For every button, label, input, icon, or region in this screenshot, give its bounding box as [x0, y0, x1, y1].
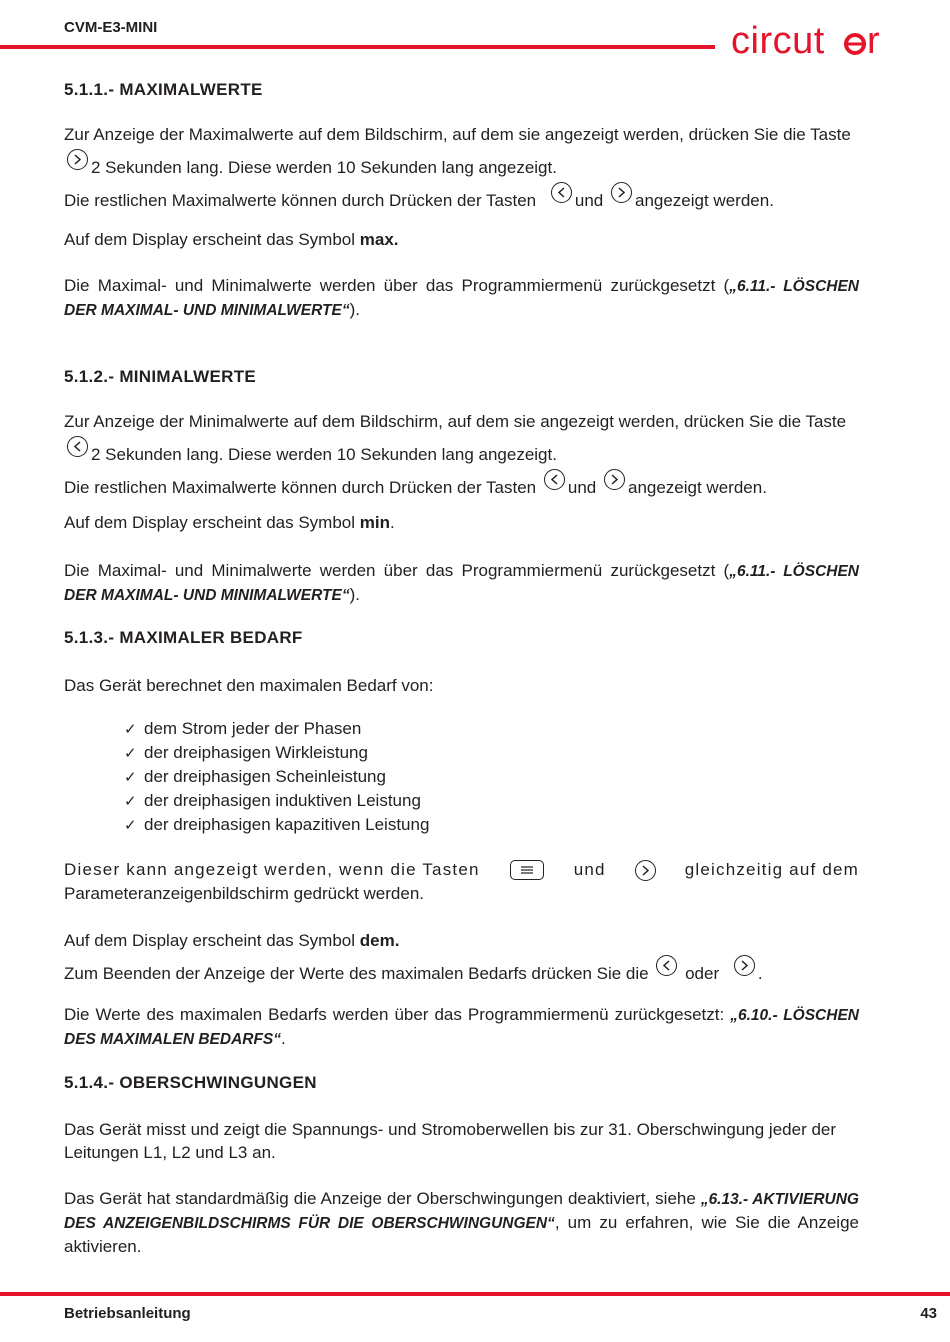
list-item: ✓ dem Strom jeder der Phasen [124, 717, 429, 741]
paragraph-demand-reset: Die Werte des maximalen Bedarfs werden über das Programmiermenü zurückgesetzt: „6.10.- LÖSCHEN DES MAXIMALEN BEDARFS“. [64, 1005, 859, 1048]
list-item: ✓ der dreiphasigen induktiven Leistung [124, 789, 429, 813]
paragraph-max-symbol: Auf dem Display erscheint das Symbol max. [64, 230, 399, 249]
reference-6-10: „6.10.- LÖSCHEN DES MAXIMALEN BEDARFS“ [64, 1007, 859, 1048]
paragraph-demand-symbol: Auf dem Display erscheint das Symbol dem. Zum Beenden der Anzeige der Werte des maximalen Bedarfs drücken Sie die oder . [64, 931, 763, 983]
page-number: 43 [920, 1305, 937, 1322]
list-item: ✓ der dreiphasigen Scheinleistung [124, 765, 429, 789]
list-item: ✓ der dreiphasigen kapazitiven Leistung [124, 813, 429, 837]
right-key-icon [611, 182, 632, 203]
left-key-icon [656, 955, 677, 976]
footer-manual-label: Betriebsanleitung [64, 1305, 191, 1322]
paragraph-max-reset: Die Maximal- und Minimalwerte werden über das Programmiermenü zurückgesetzt („6.11.- LÖSCHEN DER MAXIMAL- UND MINIMALWERTE“). [64, 276, 859, 319]
heading-oberschwingungen: 5.1.4.- OBERSCHWINGUNGEN [64, 1073, 317, 1092]
right-key-icon [635, 860, 656, 881]
footer-rule [0, 1292, 950, 1296]
menu-key-icon [510, 860, 544, 880]
document-title: CVM-E3-MINI [64, 19, 158, 36]
list-item: ✓ der dreiphasigen Wirkleistung [124, 741, 429, 765]
right-key-icon [67, 149, 88, 170]
header-rule [0, 45, 715, 49]
reference-6-11: „6.11.- LÖSCHEN DER MAXIMAL- UND MINIMALWERTE“ [64, 563, 859, 604]
demand-list [124, 717, 429, 837]
svg-text:circut: circut [731, 22, 825, 60]
reference-6-13: „6.13.- AKTIVIERUNG DES ANZEIGENBILDSCHIRMS FÜR DIE OBERSCHWINGUNGEN“ [64, 1191, 859, 1232]
right-key-icon [734, 955, 755, 976]
paragraph-min-reset: Die Maximal- und Minimalwerte werden über das Programmiermenü zurückgesetzt („6.11.- LÖSCHEN DER MAXIMAL- UND MINIMALWERTE“). [64, 561, 859, 604]
paragraph-max-display: Zur Anzeige der Maximalwerte auf dem Bildschirm, auf dem sie angezeigt werden, drücken Sie die Taste 2 Sekunden lang. Diese werden 10 Sekunden lang angezeigt. Die restlichen Maximalwerte können durch Drücken der Tasten und angezeigt werden. [64, 125, 851, 210]
paragraph-harmonics-activate: Das Gerät hat standardmäßig die Anzeige der Oberschwingungen deaktiviert, siehe „6.13.- AKTIVIERUNG DES ANZEIGENBILDSCHIRMS FÜR DIE OBERSCHWINGUNGEN“, um zu erfahren, wie Sie die Anzeige aktivieren. [64, 1189, 859, 1256]
heading-maximalwerte: 5.1.1.- MAXIMALWERTE [64, 80, 263, 99]
paragraph-demand-keys: Dieser kann angezeigt werden, wenn die Tasten und gleichzeitig auf dem Parameteranzeigenbildschirm gedrückt werden. [64, 860, 859, 903]
reference-6-11: „6.11.- LÖSCHEN DER MAXIMAL- UND MINIMALWERTE“ [64, 278, 859, 319]
left-key-icon [544, 469, 565, 490]
circutor-logo [731, 22, 883, 60]
paragraph-min-symbol: Auf dem Display erscheint das Symbol min. [64, 513, 395, 532]
paragraph-min-display: Zur Anzeige der Minimalwerte auf dem Bildschirm, auf dem sie angezeigt werden, drücken Sie die Taste 2 Sekunden lang. Diese werden 10 Sekunden lang angezeigt. Die restlichen Maximalwerte können durch Drücken der Tasten und angezeigt werden. [64, 412, 847, 497]
svg-text:r: r [867, 22, 880, 60]
heading-minimalwerte: 5.1.2.- MINIMALWERTE [64, 367, 257, 386]
paragraph-demand-intro: Das Gerät berechnet den maximalen Bedarf von: [64, 676, 434, 695]
left-key-icon [67, 436, 88, 457]
left-key-icon [551, 182, 572, 203]
right-key-icon [604, 469, 625, 490]
heading-maximaler-bedarf: 5.1.3.- MAXIMALER BEDARF [64, 628, 303, 647]
paragraph-harmonics-measure: Das Gerät misst und zeigt die Spannungs- und Stromoberwellen bis zur 31. Oberschwingung jeder der Leitungen L1, L2 und L3 an. [64, 1120, 837, 1162]
